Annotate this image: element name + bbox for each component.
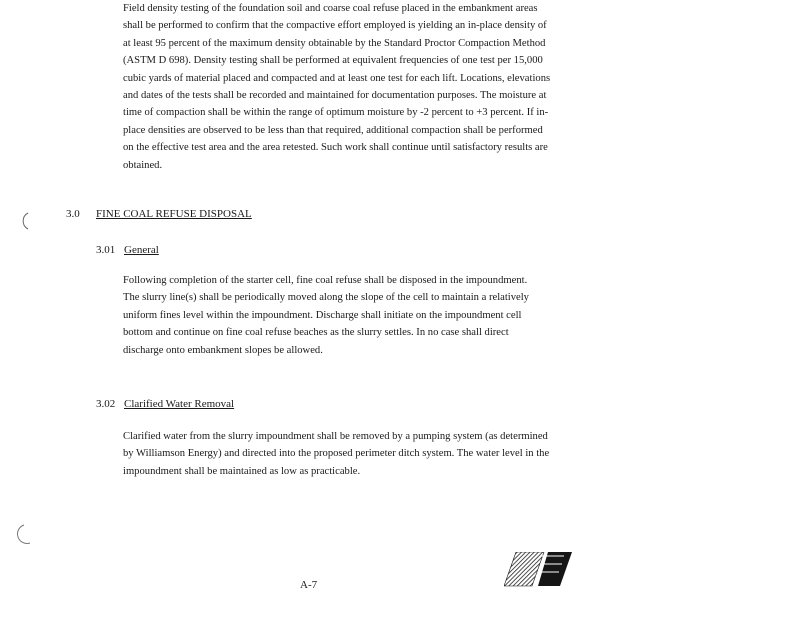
subsection-heading-clarified-water xyxy=(96,398,234,410)
paragraph-general: Following completion of the starter cell, fine coal refuse shall be disposed in the impoundment. The slurry line(s) shall be periodically moved along the slope of the cell to maintain a relatively uniform fines level within the impoundment. Discharge shall initiate on the impoundment cell bottom and continue on fine coal refuse beaches as the slurry settles. In no case shall direct discharge onto embankment slopes be allowed. xyxy=(123,275,529,356)
subsection-title: Clarified Water Removal xyxy=(124,398,235,410)
paragraph-density-testing: Field density testing of the foundation soil and coarse coal refuse placed in the embankment areas shall be performed to confirm that the compactive effort employed is yielding an in-place density of at least 95 percent of the maximum density obtainable by the Standard Proctor Compaction Method (ASTM D 698). Density testing shall be performed at equivalent frequencies of one test per 15,000 cubic yards of material placed and compacted and at least one test for each lift. Locations, elevations and dates of the tests shall be recorded and maintained for documentation purposes. The moisture at time of compaction shall be within the range of optimum moisture by -2 percent to +3 percent. If in-place densities are observed to be less than that required, additional compaction shall be performed on the effective test area and the area retested. Such work shall continue until satisfactory results are obtained. xyxy=(123,3,551,171)
section-number: 3.0 xyxy=(66,208,80,220)
subsection-title: General xyxy=(124,244,159,256)
section-title: FINE COAL REFUSE DISPOSAL xyxy=(96,208,252,220)
page-number: A-7 xyxy=(300,579,318,591)
subsection-heading-general xyxy=(96,244,159,256)
punch-hole-icon xyxy=(10,210,32,232)
section-heading xyxy=(66,208,252,220)
punch-hole-icon xyxy=(10,523,32,545)
subsection-number: 3.01 xyxy=(96,244,116,256)
paragraph-clarified-water: Clarified water from the slurry impoundment shall be removed by a pumping system (as determined by Williamson Energy) and directed into the proposed perimeter ditch system. The water level in the impoundment shall be maintained as low as practicable. xyxy=(123,431,550,477)
company-logo xyxy=(504,552,574,590)
subsection-number: 3.02 xyxy=(96,398,116,410)
